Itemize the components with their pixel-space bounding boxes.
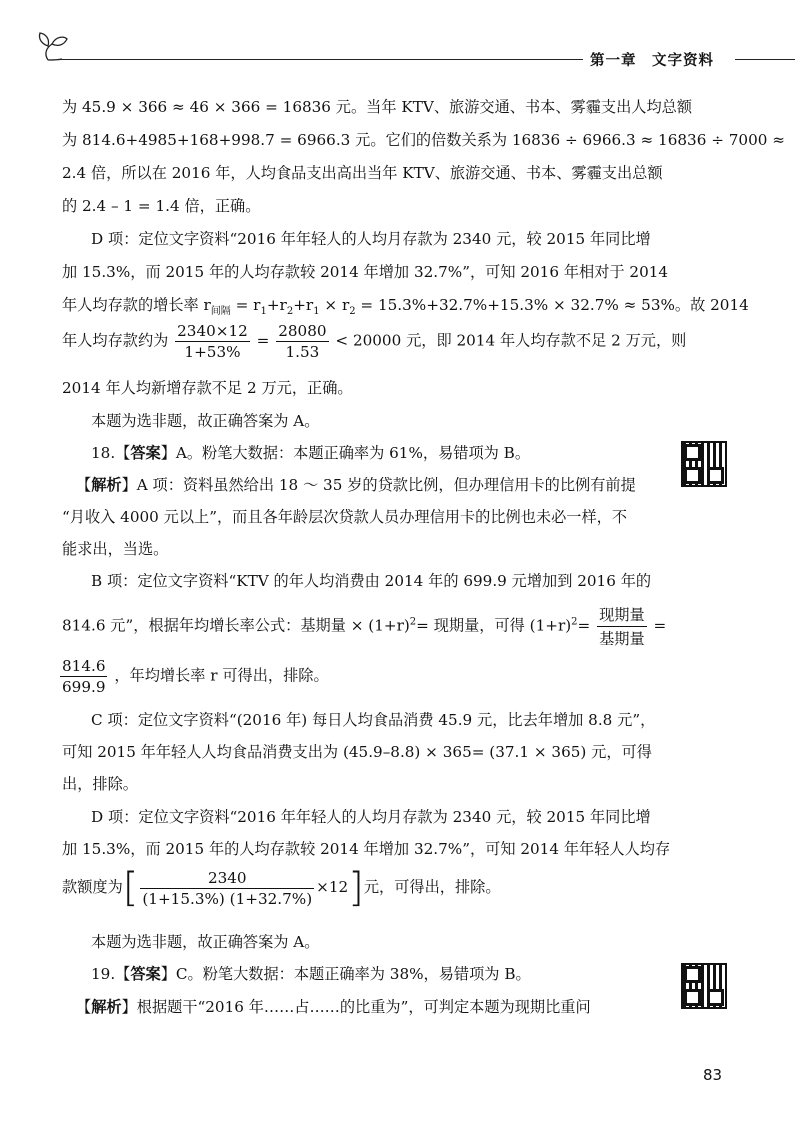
text-line: 出，排除。 — [62, 775, 138, 793]
deposit-estimate-line: 年人均存款约为 $\frac{2340\times 12}{1+53\%}$ = $\frac{28080}{1.53}$ < 20000 元，即 2014 年人均存款不足 2 万元，则 — [62, 322, 687, 361]
text-line: 本题为选非题，故正确答案为 A。 — [91, 412, 320, 430]
text-line: C 项：定位文字资料“(2016 年) 每日人均食品消费 45.9 元，比去年增加 8.8 元”， — [91, 711, 656, 729]
header-rule-right — [735, 59, 795, 60]
formula-line: 814.6 元”，根据年均增长率公式：基期量 × $(1+r)^2=$ 现期量，可得 $(1+r)^2=$ 现期量 基期量 = — [62, 606, 667, 648]
text-line: 本题为选非题，故正确答案为 A。 — [91, 933, 320, 951]
text-line: 能求出，当选。 — [62, 540, 169, 558]
fraction: $\frac{28080}{1.53}$ — [278, 322, 327, 361]
chapter-title: 第一章 文字资料 — [590, 53, 714, 69]
analysis-18-line: 【解析】A 项：资料虽然给出 18 ～ 35 岁的贷款比例，但办理信用卡的比例有前提 — [76, 476, 636, 494]
growth-rate-line: 年人均存款的增长率 $r_{间隔} = r_1+r_2+r_1 \times r_2 = 15.3\%+32.7\%+15.3\% \times 32.7\% \approx 53\%$。故 2014 — [62, 296, 749, 318]
qr-code-19[interactable] — [681, 963, 727, 1009]
qr-code-18[interactable] — [681, 441, 727, 487]
text-line: 2014 年人均新增存款不足 2 万元，正确。 — [62, 379, 353, 397]
text-line: 为 814.6+4985+168+998.7 = 6966.3 元。它们的倍数关系为 16836 ÷ 6966.3 ≈ 16836 ÷ 7000 ≈ — [62, 131, 785, 149]
text-line: 加 15.3%，而 2015 年的人均存款较 2014 年增加 32.7%”，可知 2014 年年轻人人均存 — [62, 840, 671, 858]
text-line: 可知 2015 年年轻人人均食品消费支出为 (45.9–8.8) × 365= (37.1 × 365) 元，可得 — [62, 743, 652, 761]
bracket-formula-line: 款额度为[ $\frac{2340}{(1+15.3\%) (1+32.7\%)}$ ×12]元，可得出，排除。 — [62, 865, 501, 911]
fraction: $\frac{2340\times 12}{1+53\%}$ — [177, 322, 248, 361]
fraction: 现期量 基期量 — [599, 606, 645, 648]
text-line: D 项：定位文字资料“2016 年年轻人的人均月存款为 2340 元，较 2015 年同比增 — [91, 808, 651, 826]
page-number: 83 — [703, 1066, 723, 1084]
answer-19-line: 19.【答案】C。粉笔大数据：本题正确率为 38%，易错项为 B。 — [91, 965, 531, 983]
text-line: 的 2.4 – 1 = 1.4 倍，正确。 — [62, 197, 261, 215]
fraction: $\frac{814.6}{699.9}$ — [62, 657, 106, 696]
fraction: $\frac{2340}{(1+15.3\%) (1+32.7\%)}$ — [142, 868, 313, 908]
analysis-19-line: 【解析】根据题干“2016 年……占……的比重为”，可判定本题为现期比重问 — [76, 998, 591, 1016]
text-line: D 项：定位文字资料“2016 年年轻人的人均月存款为 2340 元，较 2015 年同比增 — [91, 230, 651, 248]
answer-18-line: 18.【答案】A。粉笔大数据：本题正确率为 61%，易错项为 B。 — [91, 444, 531, 462]
text-line: 2.4 倍，所以在 2016 年，人均食品支出高出当年 KTV、旅游交通、书本、雾霾支出总额 — [62, 164, 663, 182]
text-line: B 项：定位文字资料“KTV 的年人均消费由 2014 年的 699.9 元增加到 2016 年的 — [91, 572, 652, 590]
text-line: “月收入 4000 元以上”，而且各年龄层次贷款人员办理信用卡的比例也未必一样，不 — [62, 508, 628, 526]
ratio-line: $\frac{814.6}{699.9}$ ，年均增长率 r 可得出，排除。 — [62, 657, 329, 696]
text-line: 加 15.3%，而 2015 年的人均存款较 2014 年增加 32.7%”，可知 2016 年相对于 2014 — [62, 263, 669, 281]
header-rule-left — [58, 59, 583, 60]
text-line: 为 45.9 × 366 ≈ 46 × 366 = 16836 元。当年 KTV、旅游交通、书本、雾霾支出人均总额 — [62, 98, 693, 116]
